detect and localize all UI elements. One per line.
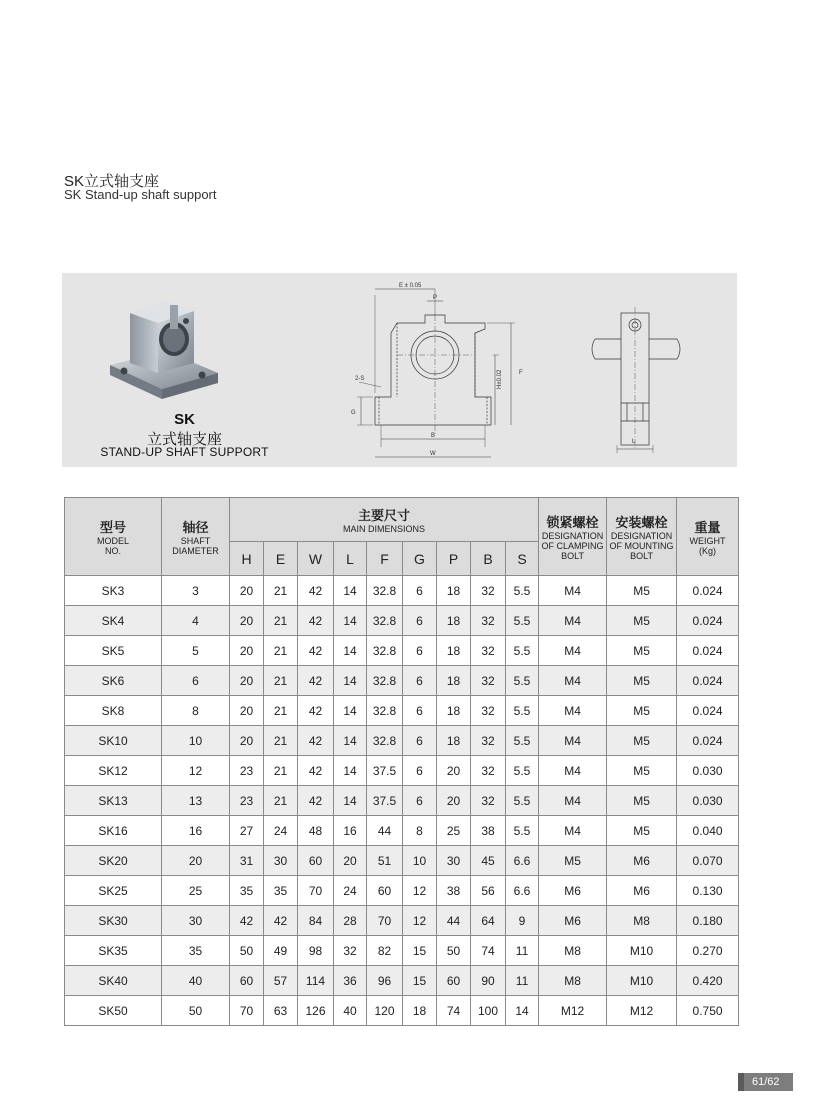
table-cell: 70 [367, 906, 403, 936]
table-cell: 32 [471, 606, 506, 636]
table-cell: 18 [437, 606, 471, 636]
table-cell: SK10 [65, 726, 162, 756]
table-cell: 5.5 [506, 756, 539, 786]
table-cell: 42 [298, 666, 334, 696]
table-cell: 20 [230, 726, 264, 756]
table-cell: M12 [607, 996, 677, 1026]
table-row [65, 936, 739, 966]
table-cell: M8 [539, 936, 607, 966]
table-cell: 5.5 [506, 726, 539, 756]
table-cell: M5 [539, 846, 607, 876]
table-cell: 0.130 [677, 876, 739, 906]
table-cell: 36 [334, 966, 367, 996]
table-cell: 18 [437, 576, 471, 606]
page-title-en: SK Stand-up shaft support [64, 187, 217, 202]
table-cell: SK40 [65, 966, 162, 996]
table-cell: 21 [264, 726, 298, 756]
table-cell: M5 [607, 636, 677, 666]
header-weight: 重量 WEIGHT (Kg) [677, 498, 739, 576]
table-cell: 20 [334, 846, 367, 876]
table-cell: 30 [264, 846, 298, 876]
table-cell: 5.5 [506, 606, 539, 636]
table-cell: M4 [539, 696, 607, 726]
table-cell: 32.8 [367, 696, 403, 726]
table-cell: 6 [403, 636, 437, 666]
table-cell: 21 [264, 756, 298, 786]
header-dim: B [471, 542, 506, 576]
table-cell: SK5 [65, 636, 162, 666]
table-cell: 60 [230, 966, 264, 996]
table-cell: 6 [403, 606, 437, 636]
table-cell: 37.5 [367, 756, 403, 786]
table-cell: 20 [230, 576, 264, 606]
table-cell: 42 [298, 576, 334, 606]
label-p: P [433, 295, 438, 301]
table-cell: 30 [437, 846, 471, 876]
table-cell: 32.8 [367, 726, 403, 756]
table-cell: 6.6 [506, 876, 539, 906]
table-row [65, 666, 739, 696]
table-cell: 23 [230, 786, 264, 816]
table-row [65, 726, 739, 756]
table-cell: SK20 [65, 846, 162, 876]
table-cell: SK16 [65, 816, 162, 846]
table-cell: M4 [539, 576, 607, 606]
table-cell: 0.270 [677, 936, 739, 966]
table-cell: 24 [334, 876, 367, 906]
table-cell: 21 [264, 666, 298, 696]
product-banner [62, 273, 737, 467]
table-cell: M8 [539, 966, 607, 996]
table-cell: 0.750 [677, 996, 739, 1026]
table-row [65, 636, 739, 666]
table-cell: 15 [403, 966, 437, 996]
table-cell: SK8 [65, 696, 162, 726]
table-cell: 21 [264, 696, 298, 726]
table-cell: 28 [334, 906, 367, 936]
table-cell: M6 [539, 876, 607, 906]
table-cell: M5 [607, 726, 677, 756]
table-row [65, 756, 739, 786]
table-cell: M4 [539, 786, 607, 816]
table-cell: 63 [264, 996, 298, 1026]
table-cell: 32 [471, 576, 506, 606]
table-cell: 82 [367, 936, 403, 966]
side-view-drawing [587, 303, 697, 453]
table-cell: 32.8 [367, 606, 403, 636]
table-cell: 32 [334, 936, 367, 966]
table-cell: 23 [230, 756, 264, 786]
table-cell: 32 [471, 696, 506, 726]
table-cell: 10 [403, 846, 437, 876]
table-cell: SK25 [65, 876, 162, 906]
table-cell: 32 [471, 726, 506, 756]
table-cell: 70 [230, 996, 264, 1026]
table-cell: 5.5 [506, 816, 539, 846]
table-cell: 14 [334, 636, 367, 666]
table-cell: 20 [162, 846, 230, 876]
page-number: 61/62 [738, 1073, 793, 1091]
header-dim: F [367, 542, 403, 576]
product-name-en: STAND-UP SHAFT SUPPORT [100, 445, 269, 459]
label-g: G [351, 410, 356, 416]
table-cell: 60 [437, 966, 471, 996]
table-cell: M6 [607, 876, 677, 906]
table-row [65, 786, 739, 816]
table-row [65, 996, 739, 1026]
table-cell: 12 [403, 876, 437, 906]
table-cell: M6 [539, 906, 607, 936]
table-cell: 8 [162, 696, 230, 726]
label-b: B [431, 433, 436, 439]
table-cell: 5.5 [506, 576, 539, 606]
table-cell: M4 [539, 606, 607, 636]
table-cell: 50 [162, 996, 230, 1026]
table-cell: 27 [230, 816, 264, 846]
table-cell: 3 [162, 576, 230, 606]
table-cell: 0.030 [677, 786, 739, 816]
table-cell: SK13 [65, 786, 162, 816]
table-cell: SK35 [65, 936, 162, 966]
table-cell: 20 [437, 786, 471, 816]
table-cell: 114 [298, 966, 334, 996]
table-cell: 42 [230, 906, 264, 936]
table-cell: 48 [298, 816, 334, 846]
header-dim: H [230, 542, 264, 576]
table-cell: 14 [506, 996, 539, 1026]
spec-table-body [65, 576, 739, 1026]
table-cell: M4 [539, 726, 607, 756]
table-cell: 21 [264, 786, 298, 816]
table-row [65, 846, 739, 876]
table-cell: 50 [230, 936, 264, 966]
table-cell: M5 [607, 576, 677, 606]
table-cell: 4 [162, 606, 230, 636]
table-cell: 0.030 [677, 756, 739, 786]
table-cell: 49 [264, 936, 298, 966]
table-cell: 84 [298, 906, 334, 936]
header-dim: E [264, 542, 298, 576]
table-cell: 38 [471, 816, 506, 846]
page-number-accent [738, 1073, 744, 1091]
header-mount-bolt: 安装螺栓 DESIGNATION OF MOUNTING BOLT [607, 498, 677, 576]
table-cell: 6 [403, 756, 437, 786]
table-cell: M4 [539, 636, 607, 666]
header-dim: L [334, 542, 367, 576]
table-cell: 74 [471, 936, 506, 966]
header-main-dimensions: 主要尺寸 MAIN DIMENSIONS [230, 498, 539, 542]
table-cell: SK4 [65, 606, 162, 636]
table-cell: 45 [471, 846, 506, 876]
table-cell: M5 [607, 786, 677, 816]
table-cell: 8 [403, 816, 437, 846]
table-cell: 6 [403, 786, 437, 816]
table-cell: 42 [298, 756, 334, 786]
product-code: SK [174, 411, 195, 428]
table-cell: 42 [298, 636, 334, 666]
table-cell: 9 [506, 906, 539, 936]
table-cell: 120 [367, 996, 403, 1026]
table-cell: 42 [298, 606, 334, 636]
table-cell: 11 [506, 936, 539, 966]
table-cell: 21 [264, 606, 298, 636]
table-row [65, 606, 739, 636]
table-cell: 21 [264, 576, 298, 606]
table-cell: 11 [506, 966, 539, 996]
table-cell: 5 [162, 636, 230, 666]
table-row [65, 966, 739, 996]
table-cell: 5.5 [506, 666, 539, 696]
table-cell: 5.5 [506, 696, 539, 726]
table-cell: 42 [298, 696, 334, 726]
table-cell: M5 [607, 666, 677, 696]
table-cell: 18 [437, 726, 471, 756]
table-cell: 30 [162, 906, 230, 936]
table-row [65, 906, 739, 936]
table-cell: 0.024 [677, 666, 739, 696]
table-cell: 32 [471, 756, 506, 786]
table-cell: M6 [607, 846, 677, 876]
table-cell: 25 [437, 816, 471, 846]
header-dim: G [403, 542, 437, 576]
table-cell: 44 [367, 816, 403, 846]
table-cell: 42 [264, 906, 298, 936]
table-cell: 32.8 [367, 666, 403, 696]
table-cell: 40 [334, 996, 367, 1026]
table-cell: 32.8 [367, 576, 403, 606]
table-cell: 56 [471, 876, 506, 906]
table-cell: 0.040 [677, 816, 739, 846]
table-cell: 18 [403, 996, 437, 1026]
table-cell: 5.5 [506, 786, 539, 816]
table-cell: 38 [437, 876, 471, 906]
table-cell: 6 [162, 666, 230, 696]
table-cell: 31 [230, 846, 264, 876]
table-cell: 5.5 [506, 636, 539, 666]
table-cell: 51 [367, 846, 403, 876]
table-cell: M8 [607, 906, 677, 936]
table-cell: 126 [298, 996, 334, 1026]
table-cell: 25 [162, 876, 230, 906]
header-dim: S [506, 542, 539, 576]
table-cell: SK12 [65, 756, 162, 786]
label-s: 2-S [355, 376, 365, 382]
table-cell: 6 [403, 726, 437, 756]
table-cell: 32 [471, 786, 506, 816]
table-cell: 70 [298, 876, 334, 906]
table-cell: 0.180 [677, 906, 739, 936]
table-cell: 14 [334, 666, 367, 696]
table-cell: 14 [334, 726, 367, 756]
table-cell: 32 [471, 636, 506, 666]
table-cell: 32 [471, 666, 506, 696]
table-cell: 12 [403, 906, 437, 936]
table-cell: 15 [403, 936, 437, 966]
table-cell: M4 [539, 816, 607, 846]
header-clamp-bolt: 锁紧螺栓 DESIGNATION OF CLAMPING BOLT [539, 498, 607, 576]
table-cell: 18 [437, 636, 471, 666]
table-cell: 0.024 [677, 636, 739, 666]
table-cell: SK3 [65, 576, 162, 606]
table-cell: M4 [539, 756, 607, 786]
table-cell: 24 [264, 816, 298, 846]
table-row [65, 696, 739, 726]
table-cell: 20 [230, 636, 264, 666]
table-cell: 20 [230, 666, 264, 696]
table-cell: 40 [162, 966, 230, 996]
table-cell: 14 [334, 756, 367, 786]
table-cell: 50 [437, 936, 471, 966]
table-cell: M5 [607, 606, 677, 636]
page-title-zh: SK立式轴支座 [64, 173, 160, 190]
label-h: H±0.02 [497, 369, 503, 389]
table-cell: 6.6 [506, 846, 539, 876]
table-cell: 21 [264, 636, 298, 666]
table-cell: 60 [298, 846, 334, 876]
table-cell: 0.070 [677, 846, 739, 876]
table-cell: 14 [334, 786, 367, 816]
table-cell: 0.024 [677, 606, 739, 636]
table-cell: 42 [298, 726, 334, 756]
table-cell: 0.420 [677, 966, 739, 996]
table-cell: 90 [471, 966, 506, 996]
table-row [65, 576, 739, 606]
table-cell: 12 [162, 756, 230, 786]
table-cell: 60 [367, 876, 403, 906]
table-cell: 35 [230, 876, 264, 906]
spec-table [64, 497, 739, 1026]
table-cell: 98 [298, 936, 334, 966]
front-view-drawing [337, 275, 547, 465]
table-cell: M5 [607, 756, 677, 786]
header-model: 型号 MODEL NO. [65, 498, 162, 576]
table-cell: 42 [298, 786, 334, 816]
product-photo [102, 293, 222, 403]
table-cell: 35 [162, 936, 230, 966]
table-cell: 32.8 [367, 636, 403, 666]
table-cell: 96 [367, 966, 403, 996]
label-l: L [632, 439, 636, 445]
label-f: F [519, 370, 523, 376]
header-dim: W [298, 542, 334, 576]
table-cell: 13 [162, 786, 230, 816]
table-cell: 6 [403, 696, 437, 726]
table-cell: 6 [403, 576, 437, 606]
table-cell: 35 [264, 876, 298, 906]
product-name-zh: 立式轴支座 [146, 431, 222, 448]
table-cell: 57 [264, 966, 298, 996]
table-cell: 64 [471, 906, 506, 936]
table-cell: 14 [334, 576, 367, 606]
table-row [65, 876, 739, 906]
table-cell: M12 [539, 996, 607, 1026]
table-cell: M10 [607, 936, 677, 966]
table-cell: 10 [162, 726, 230, 756]
table-cell: 18 [437, 666, 471, 696]
table-cell: 20 [230, 606, 264, 636]
table-cell: 0.024 [677, 726, 739, 756]
table-cell: M10 [607, 966, 677, 996]
table-cell: M5 [607, 816, 677, 846]
table-cell: 74 [437, 996, 471, 1026]
table-cell: 20 [437, 756, 471, 786]
table-cell: SK30 [65, 906, 162, 936]
table-cell: 14 [334, 606, 367, 636]
table-cell: 20 [230, 696, 264, 726]
table-row [65, 816, 739, 846]
header-dim: P [437, 542, 471, 576]
header-shaft: 轴径 SHAFT DIAMETER [162, 498, 230, 576]
table-cell: 44 [437, 906, 471, 936]
table-cell: 0.024 [677, 576, 739, 606]
table-cell: 6 [403, 666, 437, 696]
table-cell: 37.5 [367, 786, 403, 816]
table-cell: 0.024 [677, 696, 739, 726]
table-cell: M5 [607, 696, 677, 726]
label-e: E ± 0.05 [399, 283, 422, 289]
table-cell: 14 [334, 696, 367, 726]
table-cell: SK50 [65, 996, 162, 1026]
table-cell: 16 [162, 816, 230, 846]
table-cell: SK6 [65, 666, 162, 696]
table-cell: 100 [471, 996, 506, 1026]
table-cell: 18 [437, 696, 471, 726]
table-cell: M4 [539, 666, 607, 696]
label-w: W [430, 451, 436, 457]
table-cell: 16 [334, 816, 367, 846]
